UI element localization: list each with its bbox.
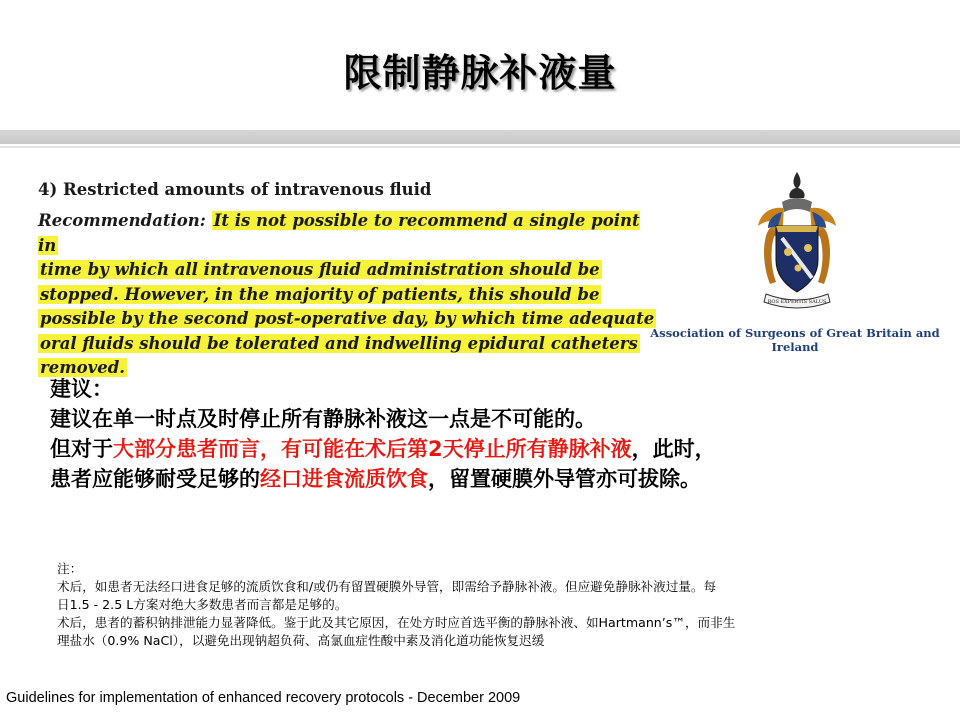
translation-line-1: 建议在单一时点及时停止所有静脉补液这一点是不可能的。 (50, 407, 596, 431)
emphasis-text: 大部分患者而言，有可能在术后第2天停止所有静脉补液 (113, 437, 632, 461)
note-line: 理盐水（0.9% NaCl），以避免出现钠超负荷、高氯血症性酸中素及消化道功能恢复迟缓 (57, 633, 545, 648)
recommendation-label: Recommendation: (38, 211, 206, 230)
highlighted-line: oral fluids should be tolerated and indwelling epidural catheters (40, 333, 638, 353)
text-segment: ，此时， (631, 437, 716, 461)
footnote (57, 560, 907, 650)
title-divider-thin (0, 146, 960, 148)
translation-line-3 (50, 464, 930, 494)
note-label: 注： (57, 561, 83, 576)
highlighted-line: stopped. However, in the majority of patients, this should be (40, 284, 600, 304)
note-line: 术后，如患者无法经口进食足够的流质饮食和/或仍有留置硬膜外导管，即需给予静脉补液。但应避免静脉补液过量。每 (57, 579, 717, 594)
title-divider (0, 130, 960, 144)
slide-title: 限制静脉补液量 (343, 51, 617, 95)
guideline-excerpt (38, 180, 658, 381)
highlighted-line: time by which all intravenous fluid administration should be (40, 260, 600, 279)
highlighted-line: possible by the second post-operative day, by which time adequate (40, 309, 655, 328)
text-segment: 患者应能够耐受足够的 (50, 467, 260, 491)
text-segment: ，留置硬膜外导管亦可拔除。 (428, 467, 701, 491)
note-line: 日1.5 - 2.5 L方案对绝大多数患者而言都是足够的。 (57, 597, 348, 612)
excerpt-heading: 4) Restricted amounts of intravenous fluid (38, 180, 432, 199)
coat-of-arms-icon (752, 168, 842, 316)
highlighted-line: removed. (40, 358, 126, 377)
note-line: 术后，患者的蓄积钠排泄能力显著降低。鉴于此及其它原因，在处方时应首选平衡的静脉补液、如Hartmann’s™，而非生 (57, 615, 736, 630)
excerpt-body (38, 209, 658, 381)
text-segment: 但对于 (50, 437, 113, 461)
emphasis-text: 经口进食流质饮食 (260, 467, 428, 491)
highlighted-line: It is not possible to recommend a single point in (38, 211, 640, 255)
translation-heading: 建议： (50, 377, 113, 401)
logo-motto: ROS EXPERTIS SALUS (767, 299, 827, 305)
translation-line-2 (50, 434, 930, 464)
chinese-translation (50, 374, 930, 494)
source-footer: Guidelines for implementation of enhanced recovery protocols - December 2009 (6, 690, 521, 706)
logo-caption: Association of Surgeons of Great Britain and Ireland (650, 326, 940, 354)
